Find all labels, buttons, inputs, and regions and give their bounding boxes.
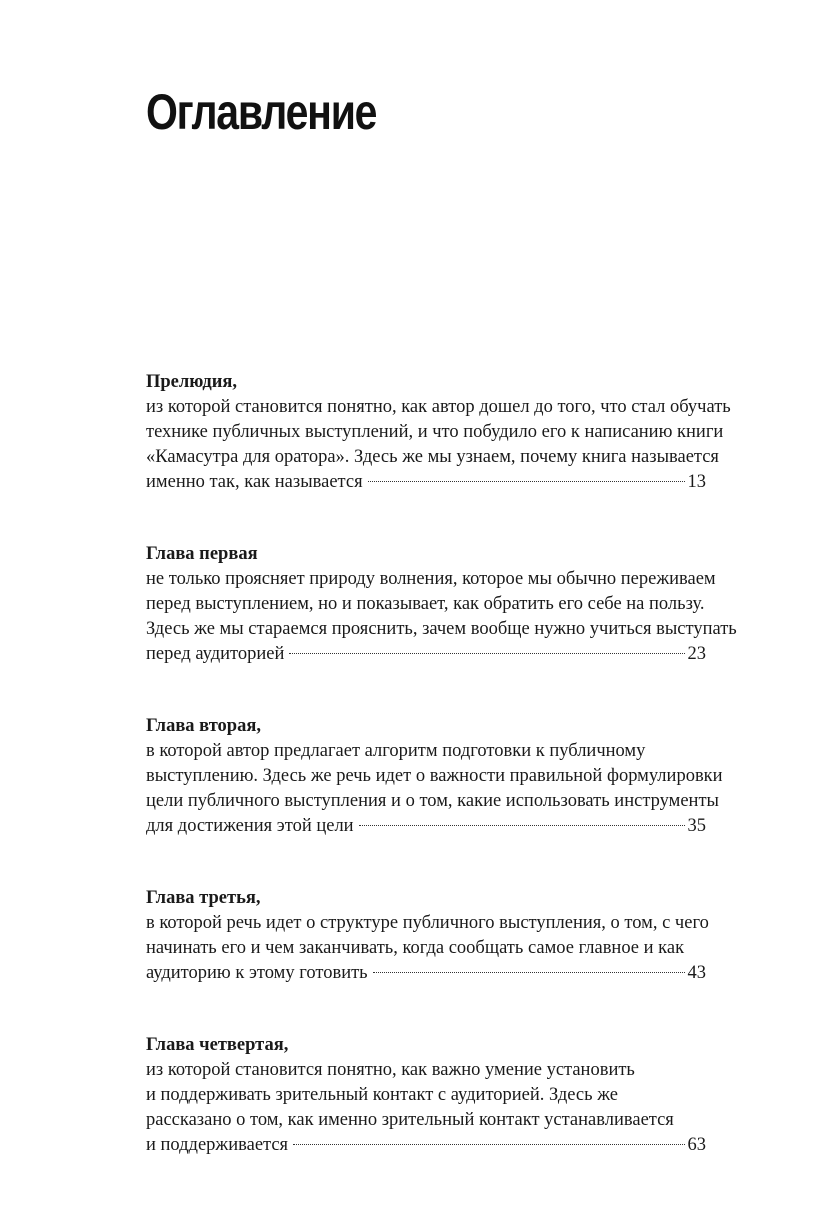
table-of-contents [146, 370, 737, 1205]
toc-entry-description-line: и поддерживается [146, 1135, 289, 1155]
toc-entry-heading: Глава третья, [146, 888, 261, 908]
toc-entry-description-line: из которой становится понятно, как важно умение установить [146, 1060, 635, 1080]
toc-page-number: 63 [687, 1135, 706, 1155]
toc-entry-heading: Глава четвертая, [146, 1035, 289, 1055]
toc-entry-description-line: технике публичных выступлений, и что побудило его к написанию книги [146, 422, 724, 442]
toc-entry-description-line: рассказано о том, как именно зрительный контакт устанавливается [146, 1110, 674, 1130]
dot-leader [289, 653, 684, 654]
toc-entry-chapter-3[interactable] [146, 886, 709, 986]
toc-page-number: 35 [687, 816, 706, 836]
dot-leader [368, 481, 685, 482]
toc-entry-description-line: в которой речь идет о структуре публичного выступления, о том, с чего [146, 913, 709, 933]
dot-leader [293, 1144, 684, 1145]
toc-entry-heading: Глава первая [146, 544, 258, 564]
toc-entry-description-line: из которой становится понятно, как автор дошел до того, что стал обучать [146, 397, 731, 417]
toc-entry-description-line: «Камасутра для оратора». Здесь же мы узнаем, почему книга называется [146, 447, 719, 467]
toc-entry-heading: Глава вторая, [146, 716, 261, 736]
toc-entry-description-line: выступлению. Здесь же речь идет о важности правильной формулировки [146, 766, 723, 786]
toc-entry-description-line: начинать его и чем заканчивать, когда сообщать самое главное и как [146, 938, 685, 958]
toc-entry-chapter-1[interactable] [146, 542, 737, 667]
toc-entry-chapter-4[interactable] [146, 1033, 706, 1158]
toc-entry-last-line [146, 470, 706, 495]
toc-entry-description-line: для достижения этой цели [146, 816, 354, 836]
toc-entry-description-line: перед аудиторией [146, 644, 285, 664]
toc-entry-description-line: аудиторию к этому готовить [146, 963, 368, 983]
toc-entry-description-line: именно так, как называется [146, 472, 363, 492]
toc-entry-last-line [146, 642, 706, 667]
toc-entry-description-line: перед выступлением, но и показывает, как обратить его себе на пользу. [146, 594, 705, 614]
toc-entry-description-line: и поддерживать зрительный контакт с аудиторией. Здесь же [146, 1085, 618, 1105]
toc-entry-description-line: в которой автор предлагает алгоритм подготовки к публичному [146, 741, 646, 761]
dot-leader [359, 825, 685, 826]
toc-page-number: 23 [687, 644, 706, 664]
toc-entry-chapter-2[interactable] [146, 714, 723, 839]
page-title: Оглавление [146, 84, 377, 140]
toc-entry-prelude[interactable] [146, 370, 731, 495]
toc-entry-heading: Прелюдия, [146, 372, 238, 392]
toc-entry-description-line: не только проясняет природу волнения, которое мы обычно переживаем [146, 569, 716, 589]
toc-entry-last-line [146, 1133, 706, 1158]
toc-entry-description-line: цели публичного выступления и о том, какие использовать инструменты [146, 791, 719, 811]
toc-page-number: 43 [687, 963, 706, 983]
toc-entry-last-line [146, 814, 706, 839]
toc-page-number: 13 [687, 472, 706, 492]
toc-entry-last-line [146, 961, 706, 986]
dot-leader [373, 972, 685, 973]
toc-entry-description-line: Здесь же мы стараемся прояснить, зачем вообще нужно учиться выступать [146, 619, 737, 639]
